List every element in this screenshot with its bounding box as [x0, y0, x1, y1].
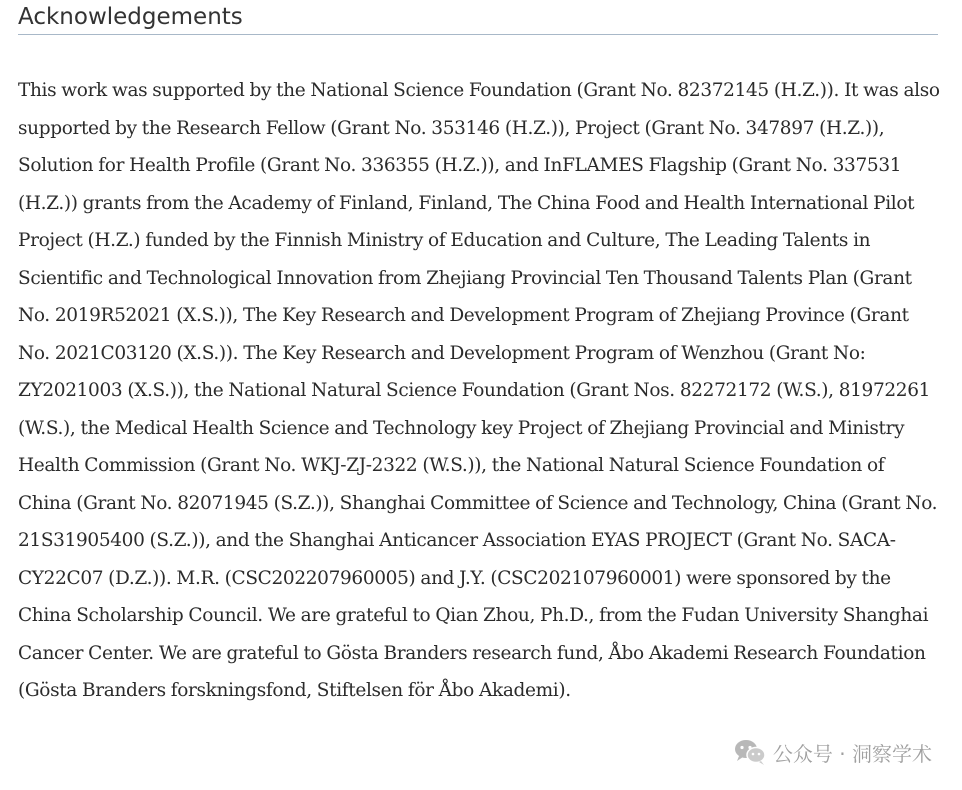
heading-divider	[18, 34, 938, 35]
acknowledgements-paragraph: This work was supported by the National Science Foundation (Grant No. 82372145 (H.Z.)). It was also supported by the Research Fellow (Grant No. 353146 (H.Z.)), Project (Grant No. 347897 (H.Z.)), Solution for Health Profile (Grant No. 336355 (H.Z.)), and InFLAMES Flagship (Grant No. 337531 (H.Z.)) grants from the Academy of Finland, Finland, The China Food and Health International Pilot Project (H.Z.) funded by the Finnish Ministry of Education and Culture, The Leading Talents in Scientific and Technological Innovation from Zhejiang Provincial Ten Thousand Talents Plan (Grant No. 2019R52021 (X.S.)), The Key Research and Development Program of Zhejiang Province (Grant No. 2021C03120 (X.S.)). The Key Research and Development Program of Wenzhou (Grant No: ZY2021003 (X.S.)), the National Natural Science Foundation (Grant Nos. 82272172 (W.S.), 81972261 (W.S.), the Medical Health Science and Technology key Project of Zhejiang Provincial and Ministry Health Commission (Grant No. WKJ-ZJ-2322 (W.S.)), the National Natural Science Foundation of China (Grant No. 82071945 (S.Z.)), Shanghai Committee of Science and Technology, China (Grant No. 21S31905400 (S.Z.)), and the Shanghai Anticancer Association EYAS PROJECT (Grant No. SACA-CY22C07 (D.Z.)). M.R. (CSC202207960005) and J.Y. (CSC202107960001) were sponsored by the China Scholarship Council. We are grateful to Qian Zhou, Ph.D., from the Fudan University Shanghai Cancer Center. We are grateful to Gösta Branders research fund, Åbo Akademi Research Foundation (Gösta Branders forskningsfond, Stiftelsen för Åbo Akademi).	[18, 80, 940, 701]
watermark	[733, 737, 932, 767]
section-title: Acknowledgements	[18, 4, 243, 30]
watermark-text: 公众号 · 洞察学术	[772, 741, 932, 766]
wechat-icon	[733, 738, 767, 766]
